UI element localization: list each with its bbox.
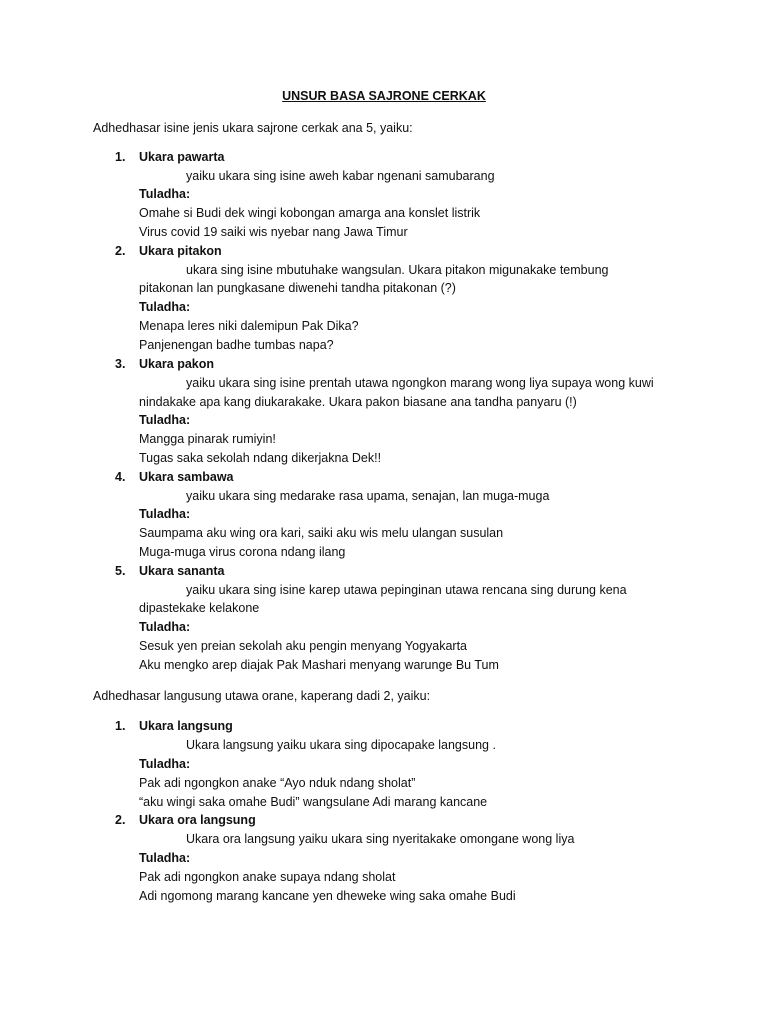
list-item-number: 5. — [115, 564, 126, 578]
tuladha-label: Tuladha: — [139, 507, 191, 521]
list-item-title: Ukara pawarta — [139, 150, 225, 164]
example-line: Adi ngomong marang kancane yen dheweke wing saka omahe Budi — [139, 889, 516, 903]
list-item-title: Ukara pakon — [139, 357, 215, 371]
list-item-heading — [115, 244, 222, 258]
example-line: Menapa leres niki dalemipun Pak Dika? — [139, 319, 359, 333]
list-item-number: 3. — [115, 357, 126, 371]
list-item-description: dipastekake kelakone — [139, 601, 260, 615]
list-item-number: 2. — [115, 813, 126, 827]
example-line: Panjenengan badhe tumbas napa? — [139, 338, 334, 352]
example-line: Pak adi ngongkon anake supaya ndang sholat — [139, 870, 396, 884]
list-item-number: 2. — [115, 244, 126, 258]
list-item-heading — [115, 719, 233, 733]
list-item-heading — [115, 813, 256, 827]
tuladha-label: Tuladha: — [139, 413, 191, 427]
list-item-heading — [115, 564, 224, 578]
tuladha-label: Tuladha: — [139, 851, 191, 865]
list-item-title: Ukara pitakon — [139, 244, 222, 258]
list-item-title: Ukara sambawa — [139, 470, 234, 484]
list-item-heading — [115, 357, 214, 371]
tuladha-label: Tuladha: — [139, 300, 191, 314]
example-line: Aku mengko arep diajak Pak Mashari menyang warunge Bu Tum — [139, 658, 499, 672]
tuladha-label: Tuladha: — [139, 620, 191, 634]
example-line: Muga-muga virus corona ndang ilang — [139, 545, 346, 559]
example-line: Saumpama aku wing ora kari, saiki aku wis melu ulangan susulan — [139, 526, 504, 540]
list-item-description: Ukara langsung yaiku ukara sing dipocapake langsung . — [186, 738, 496, 752]
document-title: UNSUR BASA SAJRONE CERKAK — [282, 89, 486, 103]
example-line: Omahe si Budi dek wingi kobongan amarga ana konslet listrik — [139, 206, 481, 220]
section2-intro: Adhedhasar langusung utawa orane, kaperang dadi 2, yaiku: — [93, 689, 431, 703]
list-item-heading — [115, 150, 224, 164]
section1-intro: Adhedhasar isine jenis ukara sajrone cerkak ana 5, yaiku: — [93, 121, 413, 135]
list-item-description: yaiku ukara sing isine aweh kabar ngenani samubarang — [186, 169, 495, 183]
list-item-description: nindakake apa kang diukarakake. Ukara pakon biasane ana tandha panyaru (!) — [139, 395, 577, 409]
list-item-title: Ukara sananta — [139, 564, 225, 578]
example-line: Virus covid 19 saiki wis nyebar nang Jawa Timur — [139, 225, 408, 239]
list-item-title: Ukara ora langsung — [139, 813, 256, 827]
tuladha-label: Tuladha: — [139, 187, 191, 201]
list-item-description: pitakonan lan pungkasane diwenehi tandha pitakonan (?) — [139, 281, 456, 295]
list-item-number: 1. — [115, 150, 126, 164]
list-item-description: ukara sing isine mbutuhake wangsulan. Ukara pitakon migunakake tembung — [186, 263, 609, 277]
list-item-heading — [115, 470, 234, 484]
example-line: Mangga pinarak rumiyin! — [139, 432, 276, 446]
example-line: Tugas saka sekolah ndang dikerjakna Dek!! — [139, 451, 382, 465]
list-item-number: 1. — [115, 719, 126, 733]
list-item-description: yaiku ukara sing isine prentah utawa ngongkon marang wong liya supaya wong kuwi — [186, 376, 654, 390]
example-line: Pak adi ngongkon anake “Ayo nduk ndang sholat” — [139, 776, 416, 790]
list-item-description: yaiku ukara sing isine karep utawa pepinginan utawa rencana sing durung kena — [186, 583, 627, 597]
list-item-number: 4. — [115, 470, 126, 484]
example-line: “aku wingi saka omahe Budi” wangsulane Adi marang kancane — [139, 795, 488, 809]
example-line: Sesuk yen preian sekolah aku pengin menyang Yogyakarta — [139, 639, 468, 653]
list-item-description: yaiku ukara sing medarake rasa upama, senajan, lan muga-muga — [186, 489, 550, 503]
tuladha-label: Tuladha: — [139, 757, 191, 771]
list-item-title: Ukara langsung — [139, 719, 233, 733]
list-item-description: Ukara ora langsung yaiku ukara sing nyeritakake omongane wong liya — [186, 832, 575, 846]
